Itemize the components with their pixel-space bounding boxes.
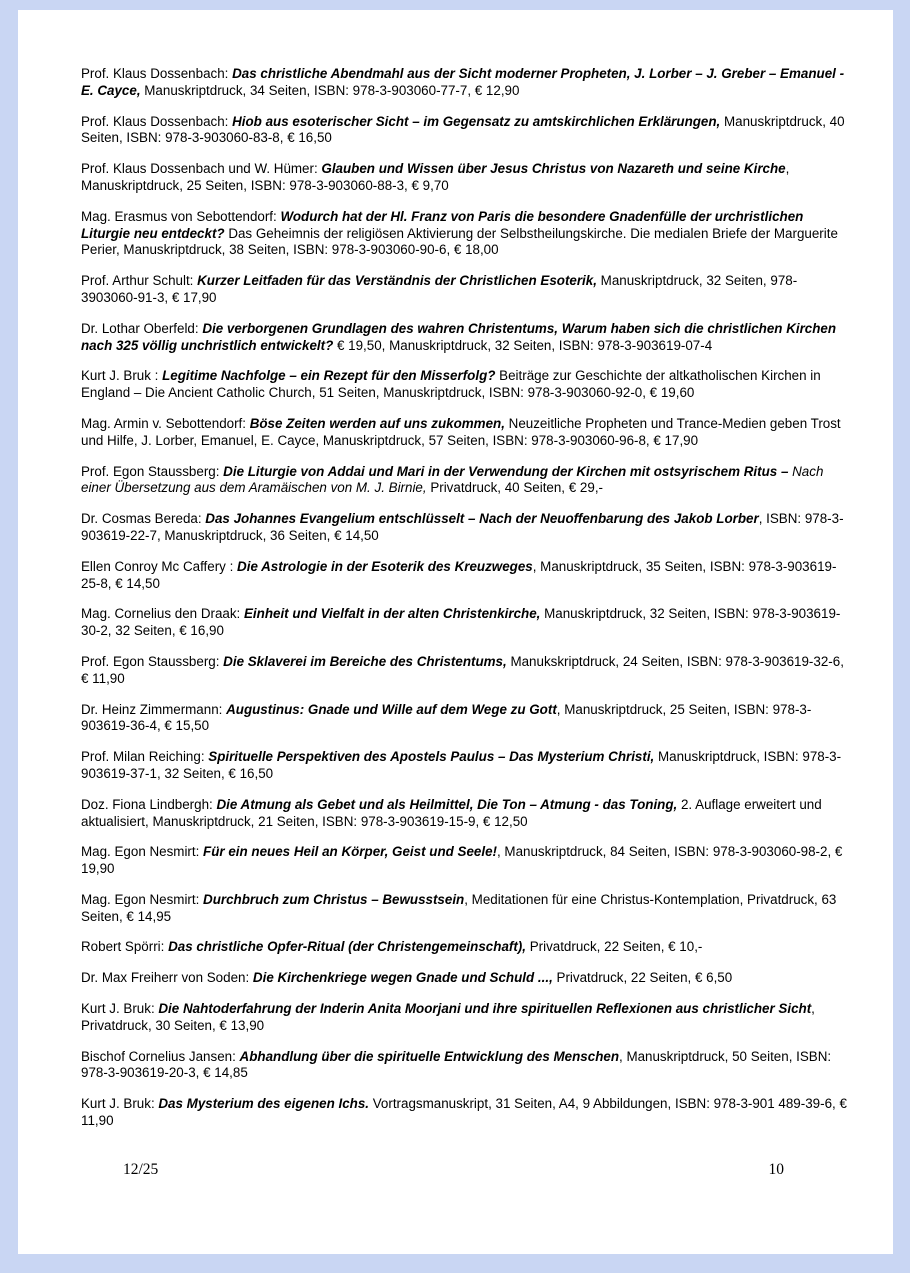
catalog-entry (81, 606, 852, 640)
catalog-entry (81, 939, 852, 956)
entry-details-text: € 19,50, Manuskriptdruck, 32 Seiten, ISBN: 978-3-903619-07-4 (333, 337, 713, 353)
catalog-entry (81, 114, 852, 148)
entry-details-text: Kurt J. Bruk: (81, 1001, 159, 1017)
entry-title-text: Nach einer Übersetzung aus dem Aramäischen von M. J. Birnie, (81, 463, 824, 496)
entry-details-text: Beiträge zur Geschichte der altkatholischen Kirchen in England – Die Ancient Catholic Church, 51 Seiten, Manuskriptdruck, ISBN: 978-3-903060-92-0, € 19,60 (81, 368, 821, 401)
entry-title-text: Das christliche Opfer-Ritual (der Christengemeinschaft), (168, 939, 526, 955)
entry-title-text: Die Atmung als Gebet und als Heilmittel, Die Ton – Atmung - das Toning, (216, 796, 678, 812)
entry-details-text: Privatdruck, 40 Seiten, € 29,- (426, 480, 603, 496)
entry-details-text: Mag. Armin v. Sebottendorf: (81, 415, 250, 431)
entry-details-text: Bischof Cornelius Jansen: (81, 1048, 240, 1064)
catalog-entry (81, 368, 852, 402)
catalog-entry (81, 321, 852, 355)
catalog-entry (81, 702, 852, 736)
entry-details-text: 2. Auflage erweitert und aktualisiert, Manuskriptdruck, 21 Seiten, ISBN: 978-3-903619-15-9, € 12,50 (81, 796, 822, 829)
entry-title-text: Die verborgenen Grundlagen des wahren Christentums, Warum haben sich die christlichen Kirchen nach 325 völlig unchristlich entwickelt? (81, 320, 837, 353)
entry-details-text: Mag. Egon Nesmirt: (81, 844, 204, 860)
page-footer (18, 1144, 893, 1179)
entry-details-text: , Manuskriptdruck, 25 Seiten, ISBN: 978-3-903060-88-3, € 9,70 (81, 161, 790, 193)
catalog-entry (81, 66, 852, 100)
entry-details-text: Manuskriptdruck, 32 Seiten, ISBN: 978-3-903619-30-2, 32 Seiten, € 16,90 (81, 606, 841, 639)
footer-page-indicator: 12/25 (123, 1160, 159, 1178)
entry-details-text: , Manuskriptdruck, 50 Seiten, ISBN: 978-3-903619-20-3, € 14,85 (81, 1048, 832, 1081)
entry-details-text: Doz. Fiona Lindbergh: (81, 796, 217, 812)
entry-details-text: Manuskriptdruck, 40 Seiten, ISBN: 978-3-903060-83-8, € 16,50 (81, 113, 845, 146)
catalog-entry (81, 416, 852, 450)
entry-details-text: Manuskriptdruck, 32 Seiten, 978-3903060-91-3, € 17,90 (81, 273, 798, 305)
entry-details-text: Ellen Conroy Mc Caffery : (81, 558, 238, 574)
entry-title-text: Wodurch hat der Hl. Franz von Paris die besondere Gnadenfülle der urchristlichen Liturgie neu entdeckt? (81, 208, 804, 241)
entry-details-text: , Manuskriptdruck, 35 Seiten, ISBN: 978-3-903619-25-8, € 14,50 (81, 558, 837, 591)
entry-details-text: Kurt J. Bruk : (81, 368, 163, 384)
footer-page-number: 10 (768, 1160, 784, 1178)
entry-details-text: , Manuskriptdruck, 84 Seiten, ISBN: 978-3-903060-98-2, € 19,90 (81, 844, 843, 877)
catalog-entry (81, 273, 852, 307)
entry-title-text: Glauben und Wissen über Jesus Christus von Nazareth und seine Kirche (321, 161, 786, 177)
entry-title-text: Durchbruch zum Christus – Bewusstsein (203, 891, 465, 907)
catalog-entry (81, 749, 852, 783)
entry-details-text: , Manuskriptdruck, 25 Seiten, ISBN: 978-3-903619-36-4, € 15,50 (81, 701, 812, 734)
entry-details-text: Mag. Cornelius den Draak: (81, 606, 244, 622)
catalog-entry (81, 511, 852, 545)
entry-details-text: Prof. Arthur Schult: (81, 273, 198, 289)
entry-details-text: , Privatdruck, 30 Seiten, € 13,90 (81, 1001, 815, 1033)
entry-title-text: Spirituelle Perspektiven des Apostels Paulus – Das Mysterium Christi, (208, 749, 655, 765)
entry-title-text: Legitime Nachfolge – ein Rezept für den Misserfolg? (162, 368, 496, 384)
entry-details-text: Manuskriptdruck, ISBN: 978-3-903619-37-1, 32 Seiten, € 16,50 (81, 749, 842, 781)
entry-details-text: Vortragsmanuskript, 31 Seiten, A4, 9 Abbildungen, ISBN: 978-3-901 489-39-6, € 11,90 (81, 1096, 847, 1129)
entry-title-text: Die Nahtoderfahrung der Inderin Anita Moorjani und ihre spirituellen Reflexionen aus christlicher Sicht (158, 1001, 812, 1017)
catalog-entry (81, 1049, 852, 1083)
entry-title-text: Das Mysterium des eigenen Ichs. (158, 1096, 369, 1112)
entry-details-text: Privatdruck, 22 Seiten, € 10,- (525, 939, 703, 955)
catalog-entry (81, 1001, 852, 1035)
entry-title-text: Die Sklaverei im Bereiche des Christentums, (223, 653, 507, 669)
catalog-entry (81, 464, 852, 498)
entry-details-text: Prof. Milan Reiching: (81, 749, 209, 765)
entry-title-text: Die Liturgie von Addai und Mari in der Verwendung der Kirchen mit ostsyrischem Ritus – (223, 463, 789, 479)
entry-title-text: Die Astrologie in der Esoterik des Kreuzweges (237, 558, 533, 574)
entry-details-text: Dr. Heinz Zimmermann: (81, 701, 227, 717)
entry-title-text: Für ein neues Heil an Körper, Geist und Seele! (203, 844, 497, 860)
entry-details-text: Das Geheimnis der religiösen Aktivierung der Selbstheilungskirche. Die medialen Briefe der Marguerite Perier, Manuskriptdruck, 38 Seiten, ISBN: 978-3-903060-90-6, € 18,00 (81, 225, 838, 258)
entry-details-text: Prof. Klaus Dossenbach: (81, 113, 233, 129)
catalog-entry (81, 654, 852, 688)
entry-title-text: Die Kirchenkriege wegen Gnade und Schuld ..., (252, 970, 553, 986)
entry-title-text: Das christliche Abendmahl aus der Sicht moderner Propheten, J. Lorber – J. Greber – Emanuel - E. Cayce, (81, 66, 845, 98)
catalog-entry (81, 892, 852, 926)
entry-details-text: Dr. Max Freiherr von Soden: (81, 970, 253, 986)
entry-details-text: Privatdruck, 22 Seiten, € 6,50 (552, 970, 733, 986)
entry-details-text: Manuskriptdruck, 34 Seiten, ISBN: 978-3-903060-77-7, € 12,90 (140, 82, 520, 98)
entry-title-text: Böse Zeiten werden auf uns zukommen, (249, 415, 505, 431)
catalog-entry (81, 844, 852, 878)
entry-details-text: Prof. Egon Staussberg: (81, 653, 224, 669)
catalog-entry (81, 970, 852, 987)
entry-details-text: Dr. Cosmas Bereda: (81, 511, 206, 527)
entry-title-text: Hiob aus esoterischer Sicht – im Gegensatz zu amtskirchlichen Erklärungen, (232, 113, 721, 129)
book-entries-list (18, 10, 893, 1130)
entry-details-text: Prof. Klaus Dossenbach: (81, 66, 233, 81)
catalog-entry (81, 797, 852, 831)
catalog-entry (81, 161, 852, 195)
entry-details-text: Mag. Erasmus von Sebottendorf: (81, 208, 281, 224)
document-page (18, 10, 893, 1254)
entry-title-text: Augustinus: Gnade und Wille auf dem Wege zu Gott (226, 701, 557, 717)
entry-details-text: Manukskriptdruck, 24 Seiten, ISBN: 978-3-903619-32-6, € 11,90 (81, 653, 844, 686)
catalog-entry (81, 209, 852, 259)
catalog-entry (81, 1096, 852, 1130)
entry-details-text: Prof. Egon Staussberg: (81, 463, 224, 479)
entry-details-text: , ISBN: 978-3-903619-22-7, Manuskriptdruck, 36 Seiten, € 14,50 (81, 511, 844, 543)
entry-title-text: Einheit und Vielfalt in der alten Christenkirche, (244, 606, 541, 622)
entry-title-text: Das Johannes Evangelium entschlüsselt – Nach der Neuoffenbarung des Jakob Lorber (205, 511, 759, 527)
entry-title-text: Abhandlung über die spirituelle Entwicklung des Menschen (239, 1048, 619, 1064)
entry-details-text: Robert Spörri: (81, 939, 169, 955)
entry-details-text: Neuzeitliche Propheten und Trance-Medien geben Trost und Hilfe, J. Lorber, Emanuel, E. Cayce, Manuskriptdruck, 57 Seiten, ISBN: 978-3-903060-96-8, € 17,90 (81, 415, 841, 448)
entry-details-text: , Meditationen für eine Christus-Kontemplation, Privatdruck, 63 Seiten, € 14,95 (81, 891, 837, 924)
entry-details-text: Prof. Klaus Dossenbach und W. Hümer: (81, 161, 322, 177)
entry-details-text: Kurt J. Bruk: (81, 1096, 159, 1112)
entry-details-text: Mag. Egon Nesmirt: (81, 891, 204, 907)
entry-details-text: Dr. Lothar Oberfeld: (81, 320, 203, 336)
catalog-entry (81, 559, 852, 593)
entry-title-text: Kurzer Leitfaden für das Verständnis der Christlichen Esoterik, (197, 273, 597, 289)
